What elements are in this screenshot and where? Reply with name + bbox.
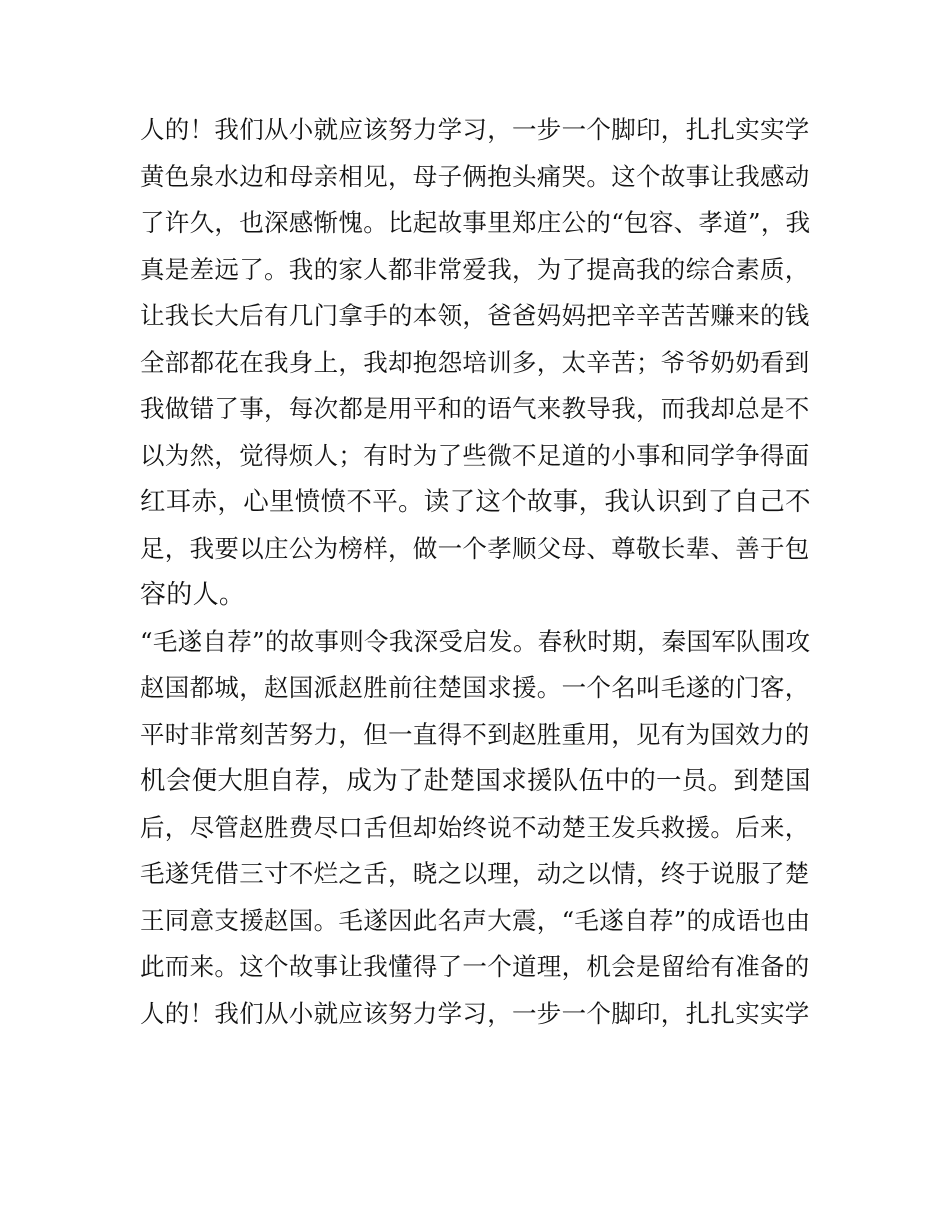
- text-line: 红耳赤，心里愤愤不平。读了这个故事，我认识到了自己不: [140, 487, 811, 517]
- text-line: 真是差远了。我的家人都非常爱我，为了提高我的综合素质，: [140, 254, 810, 284]
- body-text: [140, 107, 820, 1037]
- text-line: 王同意支援赵国。毛遂因此名声大震，“毛遂自荐”的成语也由: [140, 905, 811, 935]
- text-line: 此而来。这个故事让我懂得了一个道理，机会是留给有准备的: [140, 952, 810, 981]
- text-line: 人的！我们从小就应该努力学习，一步一个脚印，扎扎实实学: [140, 115, 810, 144]
- text-line: 了许久，也深感惭愧。比起故事里郑庄公的“包容、孝道”，我: [140, 208, 811, 237]
- text-line: 后，尽管赵胜费尽口舌但却始终说不动楚王发兵救援。后来，: [140, 812, 810, 842]
- text-line: 黄色泉水边和母亲相见，母子俩抱头痛哭。这个故事让我感动: [140, 161, 810, 191]
- text-line: 容的人。: [140, 580, 246, 610]
- text-line: 机会便大胆自荐，成为了赴楚国求援队伍中的一员。到楚国: [140, 766, 811, 796]
- text-line: 全部都花在我身上，我却抱怨培训多，太辛苦；爷爷奶奶看到: [140, 347, 810, 377]
- text-line: 以为然，觉得烦人；有时为了些微不足道的小事和同学争得面: [140, 440, 810, 470]
- text-line: 平时非常刻苦努力，但一直得不到赵胜重用，见有为国效力的: [140, 719, 810, 749]
- text-line: 足，我要以庄公为榜样，做一个孝顺父母、尊敬长辈、善于包: [140, 533, 810, 563]
- text-line: 毛遂凭借三寸不烂之舌，晓之以理，动之以情，终于说服了楚: [140, 859, 810, 888]
- text-line: 让我长大后有几门拿手的本领，爸爸妈妈把辛辛苦苦赚来的钱: [140, 301, 810, 330]
- text-line: 人的！我们从小就应该努力学习，一步一个脚印，扎扎实实学: [140, 998, 810, 1028]
- text-line: 我做错了事，每次都是用平和的语气来教导我，而我却总是不: [140, 394, 810, 423]
- text-line: 赵国都城，赵国派赵胜前往楚国求援。一个名叫毛遂的门客，: [140, 673, 810, 702]
- text-line: “毛遂自荐”的故事则令我深受启发。春秋时期，秦国军队围攻: [140, 626, 811, 656]
